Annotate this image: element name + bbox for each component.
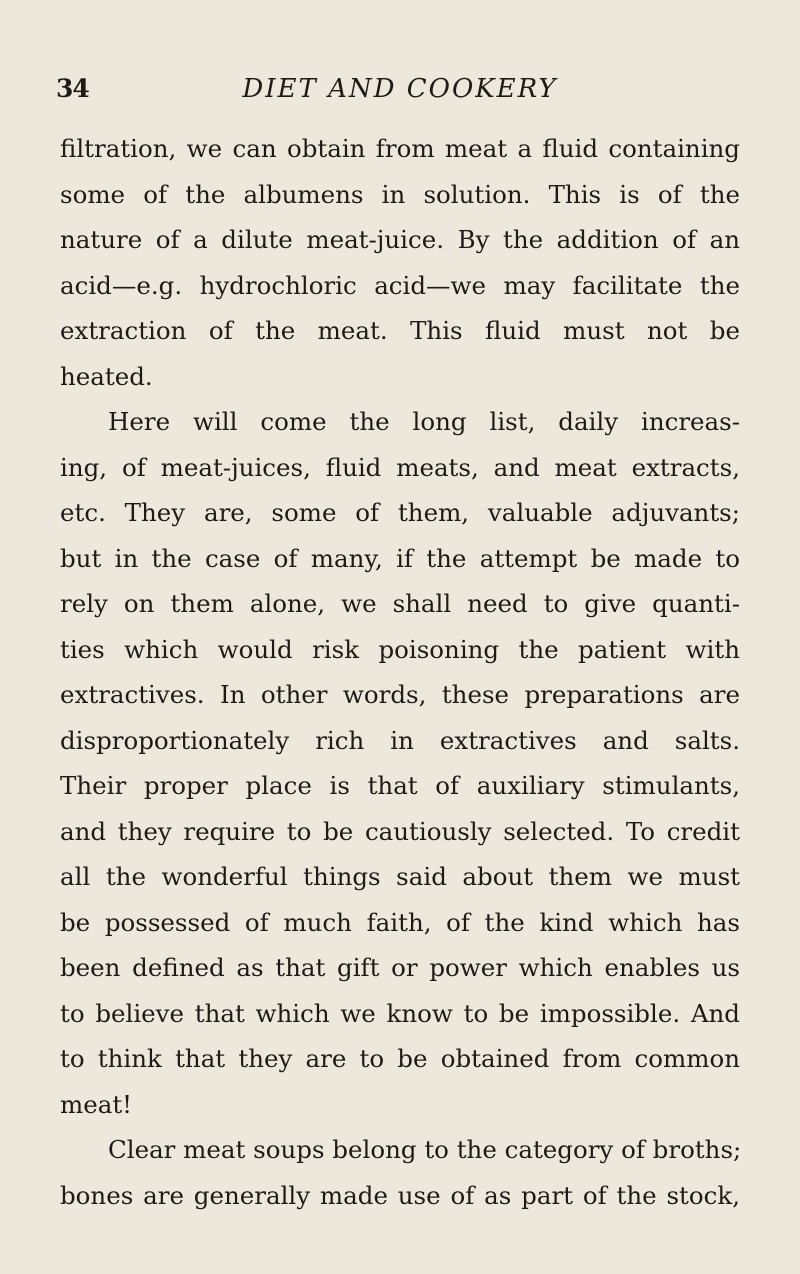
text-line: etc. They are, some of them, valuable adjuvants;: [60, 498, 740, 527]
body-text: [60, 126, 740, 1218]
text-line: bones are generally made use of as part of the stock,: [60, 1180, 740, 1210]
page-header: [0, 74, 800, 114]
text-line: Their proper place is that of auxiliary stimulants,: [60, 771, 740, 800]
text-line: to think that they are to be obtained from common: [60, 1044, 740, 1073]
text-line: extractives. In other words, these preparations are: [60, 680, 740, 709]
text-line: acid—e.g. hydrochloric acid—we may facilitate the: [60, 270, 740, 300]
text-line: ties which would risk poisoning the patient with: [60, 634, 740, 664]
text-line: some of the albumens in solution. This is of the: [60, 179, 740, 209]
text-line: Clear meat soups belong to the category of broths;: [108, 1135, 742, 1164]
text-line: extraction of the meat. This fluid must not be: [60, 316, 740, 345]
text-line: ing, of meat-juices, fluid meats, and meat extracts,: [60, 452, 740, 482]
text-line: been defined as that gift or power which enables us: [60, 953, 740, 982]
text-line: Here will come the long list, daily increas-: [108, 407, 740, 436]
text-line: but in the case of many, if the attempt be made to: [60, 543, 740, 573]
page-number: 34: [56, 74, 89, 103]
text-line: and they require to be cautiously selected. To credit: [60, 816, 740, 846]
text-line: heated.: [60, 361, 153, 391]
text-line: rely on them alone, we shall need to give quanti-: [60, 589, 740, 618]
text-line: nature of a dilute meat-juice. By the addition of an: [60, 225, 740, 254]
text-line: all the wonderful things said about them we must: [60, 862, 740, 891]
text-line: to believe that which we know to be impossible. And: [60, 998, 740, 1028]
text-line: be possessed of much faith, of the kind which has: [60, 907, 740, 937]
text-line: filtration, we can obtain from meat a fluid containing: [60, 134, 740, 163]
text-line: disproportionately rich in extractives and salts.: [60, 725, 740, 755]
text-line: meat!: [60, 1089, 133, 1119]
running-head: DIET AND COOKERY: [242, 74, 558, 104]
